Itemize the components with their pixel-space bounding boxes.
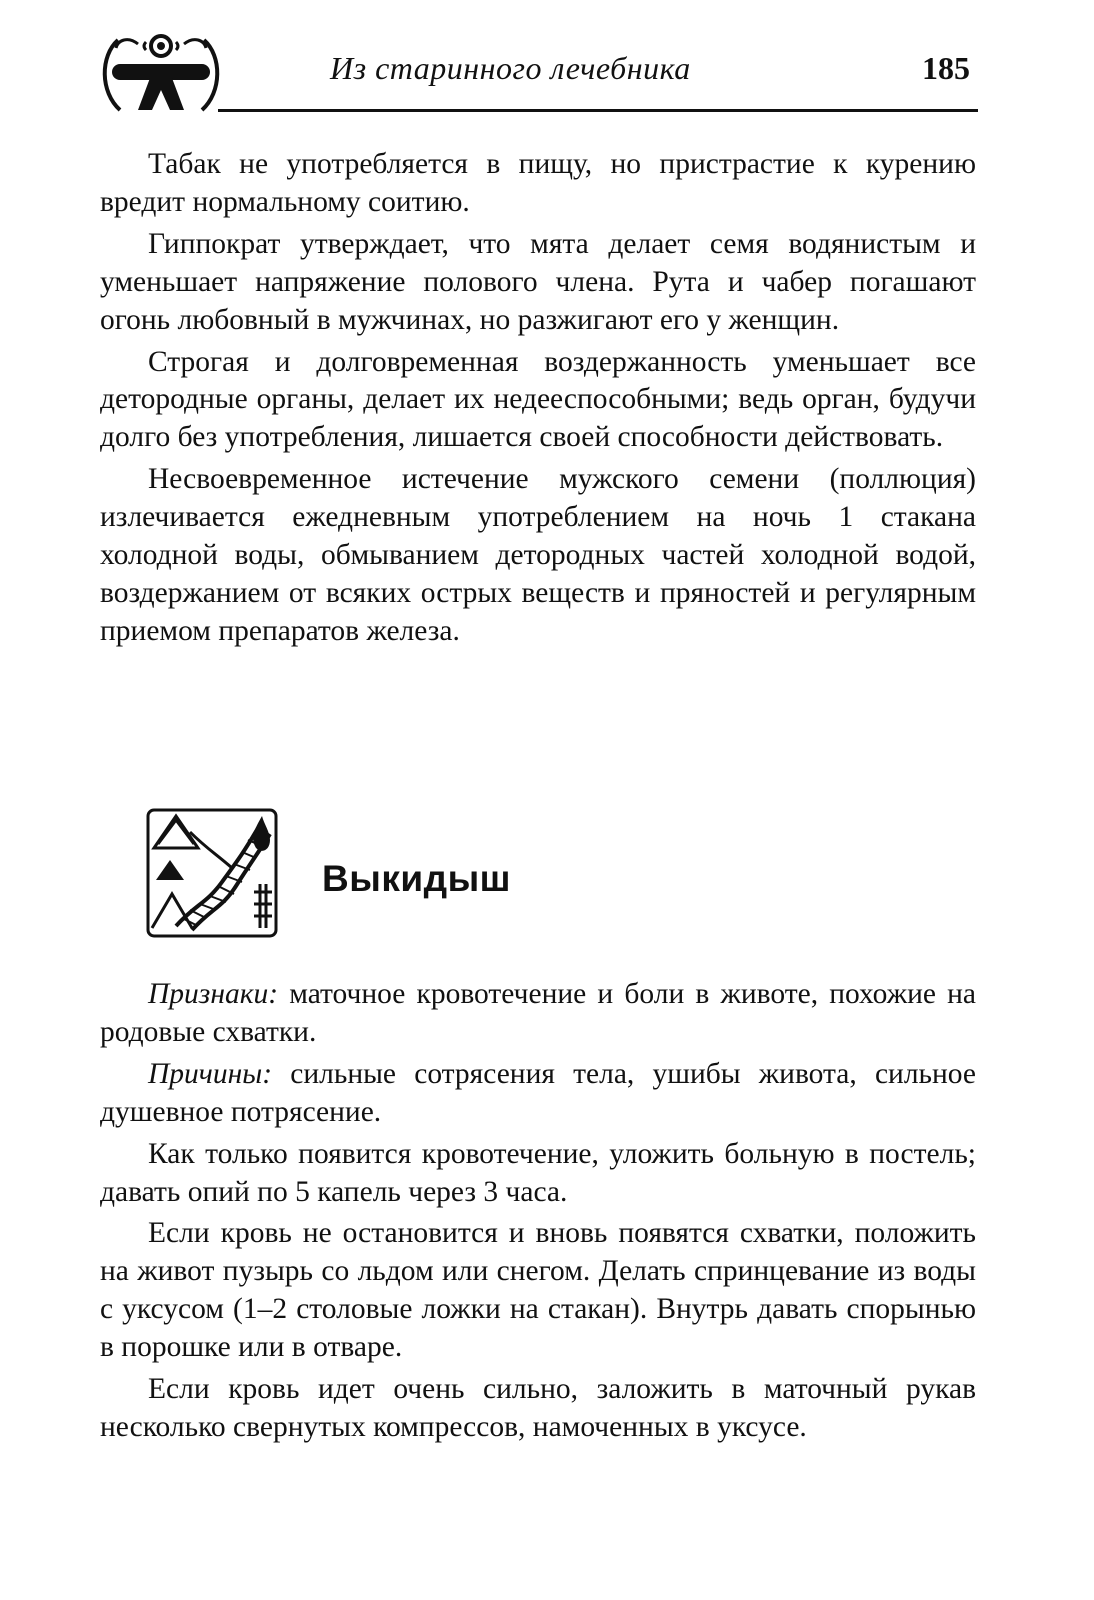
page-number: 185 [922, 50, 970, 86]
paragraph: Табак не употребляется в пищу, но пристрастие к курению вредит нормальному соитию. [100, 148, 976, 218]
book-logo-icon [98, 30, 224, 116]
paragraph: Если кровь идет очень сильно, заложить в маточный рукав несколько свернутых компрессов, намоченных в уксусе. [100, 1373, 976, 1443]
text-block-bottom [100, 976, 976, 1451]
dna-helix-icon [146, 808, 278, 938]
section-title: Выкидыш [322, 858, 512, 899]
text-block-top [100, 146, 976, 655]
causes-text: сильные сотрясения тела, ушибы живота, сильное душевное потрясение. [100, 1057, 976, 1128]
paragraph: Если кровь не остановится и вновь появятся схватки, положить на живот пузырь со льдом или снегом. Делать спринцевание из воды с уксусом (1–2 столовые ложки на стакан). Внутрь давать спорынью в порошке или в отваре. [100, 1217, 976, 1364]
paragraph: Несвоевременное истечение мужского семени (поллюция) излечивается ежедневным употреблением на ночь 1 стакана холодной воды, обмыванием детородных частей холодной водой, воздержанием от всяких острых веществ и пряностей и регулярным приемом препаратов железа. [100, 463, 976, 647]
signs-text: маточное кровотечение и боли в животе, похожие на родовые схватки. [100, 978, 976, 1048]
paragraph: Как только появится кровотечение, уложить больную в постель; давать опий по 5 капель через 3 часа. [100, 1137, 976, 1208]
paragraph: Гиппократ утверждает, что мята делает семя водянистым и уменьшает напряжение полового члена. Рута и чабер погашают огонь любовный в мужчинах, но разжигают его у женщин. [100, 227, 976, 336]
signs-paragraph [100, 976, 976, 1052]
causes-label: Причины: [148, 1057, 273, 1090]
causes-paragraph [100, 1056, 976, 1132]
header-rule [218, 109, 978, 112]
signs-label: Признаки: [148, 978, 279, 1010]
paragraph: Строгая и долговременная воздержанность уменьшает все детородные органы, делает их недееспособными; ведь орган, будучи долго без употребления, лишается своей способности действовать. [100, 345, 976, 454]
running-title: Из старинного лечебника [330, 50, 691, 86]
